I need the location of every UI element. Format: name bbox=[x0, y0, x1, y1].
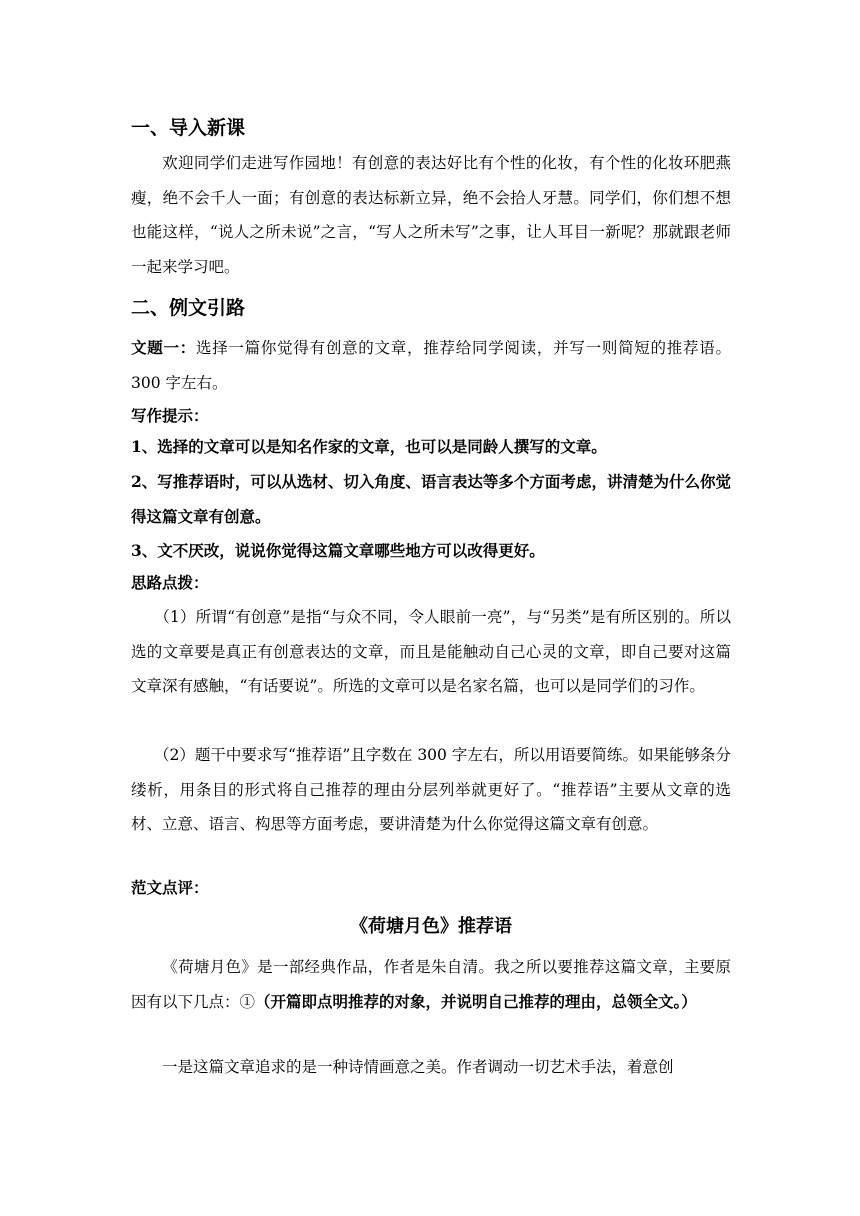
guide-text: （1）所谓“有创意”是指“与众不同，令人眼前一亮”，与“另类”是有所区别的。所以选的文章要是真正有创意表达的文章，而且是能触动自己心灵的文章，即自己要对这篇文章深有感触，“有话要说”。所选的文章可以是名家名篇，也可以是同学们的习作。 bbox=[131, 608, 731, 695]
intro-text: 欢迎同学们走进写作园地！有创意的表达好比有个性的化妆，有个性的化妆环肥燕瘦，绝不会千人一面；有创意的表达标新立异，绝不会拾人牙慧。同学们，你们想不想也能这样，“说人之所未说”之言，“写人之所未写”之事，让人耳目一新呢？那就跟老师一起来学习吧。 bbox=[131, 154, 731, 276]
topic-label: 文题一： bbox=[131, 339, 196, 357]
sample-paragraph bbox=[131, 1050, 731, 1085]
topic-paragraph bbox=[131, 331, 731, 400]
guide-label: 思路点拨： bbox=[131, 574, 209, 592]
sample-title: 《荷塘月色》推荐语 bbox=[350, 916, 512, 937]
tip-text: 2、写推荐语时，可以从选材、切入角度、语言表达等多个方面考虑，讲清楚为什么你觉得这篇文章有创意。 bbox=[131, 472, 731, 526]
guide-text: （2）题干中要求写“推荐语”且字数在 300 字左右，所以用语要简练。如果能够条分缕析，用条目的形式将自己推荐的理由分层列举就更好了。“推荐语”主要从文章的选材、立意、语言、构思等方面考虑，要讲清楚为什么你觉得这篇文章有创意。 bbox=[131, 746, 731, 833]
tip-item bbox=[131, 465, 731, 534]
sample-paragraph bbox=[131, 950, 731, 1019]
sample-label: 范文点评： bbox=[131, 879, 209, 897]
topic-text: 选择一篇你觉得有创意的文章，推荐给同学阅读，并写一则简短的推荐语。300 字左右。 bbox=[131, 339, 731, 392]
sample-annotation: （开篇即点明推荐的对象，并说明自己推荐的理由，总领全文。） bbox=[255, 991, 697, 1011]
tip-text: 1、选择的文章可以是知名作家的文章，也可以是同龄人撰写的文章。 bbox=[131, 437, 607, 456]
sample-text: 一是这篇文章追求的是一种诗情画意之美。作者调动一切艺术手法，着意创 bbox=[162, 1058, 674, 1076]
tip-item bbox=[131, 534, 731, 569]
intro-paragraph bbox=[131, 146, 731, 284]
tip-text: 3、文不厌改，说说你觉得这篇文章哪些地方可以改得更好。 bbox=[131, 541, 545, 560]
tip-item bbox=[131, 430, 731, 465]
section-heading-examples: 二、例文引路 bbox=[131, 297, 246, 319]
guide-paragraph bbox=[131, 600, 731, 704]
tips-label: 写作提示： bbox=[131, 407, 209, 425]
guide-paragraph bbox=[131, 738, 731, 842]
sample-text: 《荷塘月色》是一部经典作品，作者是朱自清。我之所以要推荐这篇文章，主要原因有以下几点：① bbox=[131, 958, 731, 1011]
section-heading-intro: 一、导入新课 bbox=[131, 117, 246, 139]
